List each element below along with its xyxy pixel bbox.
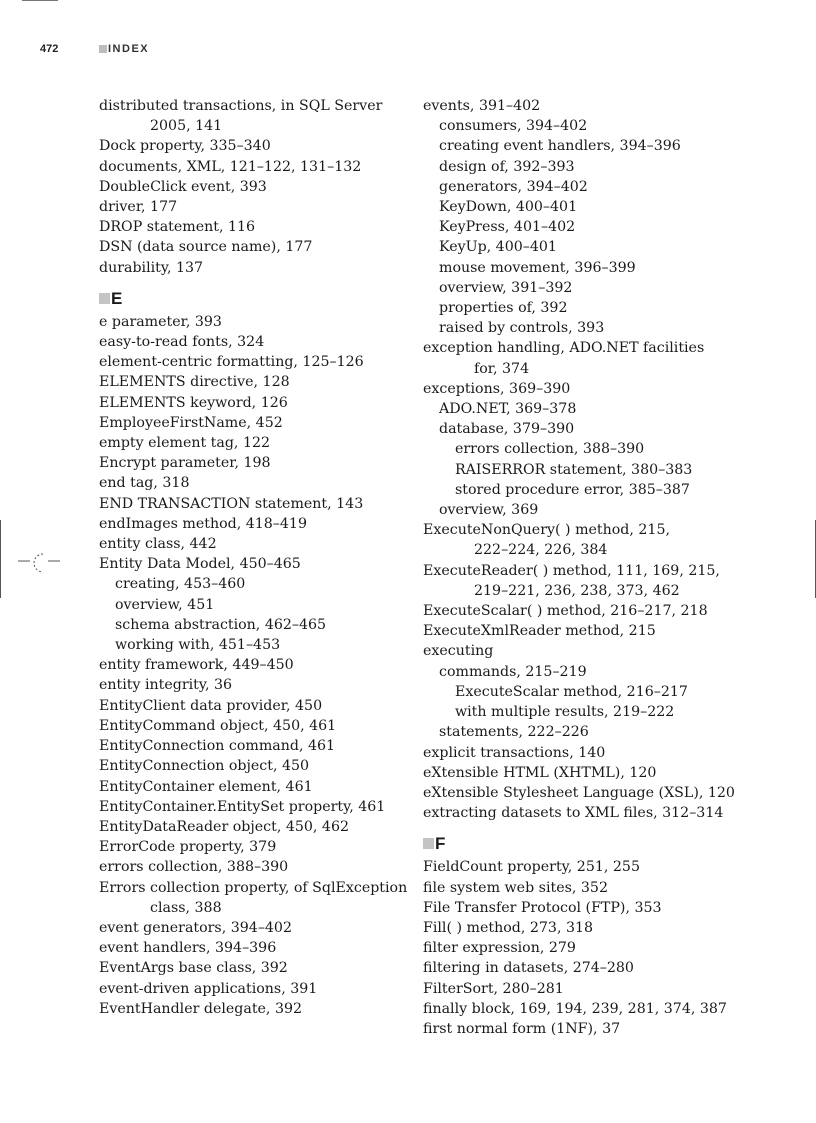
- index-entry: mouse movement, 396–399: [439, 259, 636, 276]
- index-entry: easy-to-read fonts, 324: [99, 334, 265, 351]
- index-entry: generators, 394–402: [439, 178, 588, 195]
- index-entry: entity integrity, 36: [99, 677, 233, 694]
- index-entry: properties of, 392: [439, 300, 568, 317]
- letter-heading: [423, 833, 783, 855]
- index-entry: ExecuteReader( ) method, 111, 169, 215,: [423, 562, 720, 579]
- index-entry: raised by controls, 393: [439, 320, 605, 337]
- index-entry: ELEMENTS keyword, 126: [99, 394, 288, 411]
- top-rule: [22, 0, 58, 1]
- index-entry: event generators, 394–402: [99, 919, 292, 936]
- index-entry: event-driven applications, 391: [99, 980, 318, 997]
- index-entry: endImages method, 418–419: [99, 515, 307, 532]
- index-entry: distributed transactions, in SQL Server: [99, 98, 383, 114]
- index-entry: EventArgs base class, 392: [99, 960, 288, 977]
- index-entry: events, 391–402: [423, 98, 541, 114]
- index-entry: finally block, 169, 194, 239, 281, 374, 387: [423, 1000, 727, 1017]
- index-entry: EntityDataReader object, 450, 462: [99, 818, 350, 835]
- index-entry: Entity Data Model, 450–465: [99, 556, 301, 573]
- index-entry: EmployeeFirstName, 452: [99, 414, 283, 431]
- index-entry: overview, 391–392: [439, 279, 573, 296]
- letter-heading: [99, 288, 429, 310]
- running-header: INDEX: [108, 43, 150, 55]
- index-entry: commands, 215–219: [439, 663, 587, 680]
- index-entry: with multiple results, 219–222: [455, 704, 675, 721]
- registration-mark: [18, 550, 60, 580]
- index-entry: END TRANSACTION statement, 143: [99, 495, 364, 512]
- index-entry-continuation: 222–224, 226, 384: [474, 542, 608, 559]
- index-entry: ExecuteScalar( ) method, 216–217, 218: [423, 603, 708, 620]
- index-entry: working with, 451–453: [115, 637, 281, 654]
- index-entry: entity class, 442: [99, 536, 217, 553]
- index-entry: e parameter, 393: [99, 313, 222, 330]
- index-entry: FilterSort, 280–281: [423, 980, 564, 997]
- index-entry: driver, 177: [99, 199, 178, 216]
- index-entry: EntityContainer.EntitySet property, 461: [99, 798, 386, 815]
- index-entry-continuation: 219–221, 236, 238, 373, 462: [474, 582, 680, 599]
- index-entry: ELEMENTS directive, 128: [99, 374, 290, 391]
- trim-mark-left: [0, 520, 1, 598]
- index-entry: eXtensible HTML (XHTML), 120: [423, 764, 657, 781]
- index-entry: KeyDown, 400–401: [439, 199, 578, 216]
- letter-heading-text: F: [435, 834, 446, 854]
- index-entry: errors collection, 388–390: [99, 859, 289, 876]
- index-entry: KeyPress, 401–402: [439, 219, 576, 236]
- index-entry: Fill( ) method, 273, 318: [423, 919, 594, 936]
- index-entry: KeyUp, 400–401: [439, 239, 557, 256]
- index-entry: ErrorCode property, 379: [99, 839, 277, 856]
- index-entry: element-centric formatting, 125–126: [99, 354, 364, 371]
- index-entry: filtering in datasets, 274–280: [423, 960, 634, 977]
- index-entry: empty element tag, 122: [99, 435, 271, 452]
- index-entry: creating event handlers, 394–396: [439, 138, 681, 155]
- index-entry: filter expression, 279: [423, 940, 576, 957]
- index-entry: Errors collection property, of SqlException: [99, 879, 408, 896]
- index-entry: stored procedure error, 385–387: [455, 481, 690, 498]
- index-entry: file system web sites, 352: [423, 879, 608, 896]
- index-entry: errors collection, 388–390: [455, 441, 645, 458]
- index-entry: DROP statement, 116: [99, 219, 256, 236]
- index-entry: explicit transactions, 140: [423, 744, 606, 761]
- index-entry: Dock property, 335–340: [99, 138, 271, 155]
- letter-heading-text: E: [111, 288, 123, 308]
- index-entry: database, 379–390: [439, 421, 575, 438]
- index-column-left: [99, 96, 429, 1019]
- index-entry: DoubleClick event, 393: [99, 178, 267, 195]
- index-entry: ExecuteXmlReader method, 215: [423, 623, 656, 640]
- index-entry: ExecuteScalar method, 216–217: [455, 683, 688, 700]
- index-entry: EntityConnection object, 450: [99, 758, 310, 775]
- heading-marker: [99, 293, 110, 304]
- index-entry: ExecuteNonQuery( ) method, 215,: [423, 522, 670, 539]
- index-entry: design of, 392–393: [439, 158, 575, 175]
- section-marker: [99, 45, 107, 53]
- index-entry: documents, XML, 121–122, 131–132: [99, 158, 362, 175]
- index-entry: creating, 453–460: [115, 576, 246, 593]
- index-entry-continuation: class, 388: [150, 899, 222, 916]
- index-entry-continuation: 2005, 141: [150, 118, 223, 135]
- index-entry: eXtensible Stylesheet Language (XSL), 120: [423, 784, 735, 801]
- index-entry: EventHandler delegate, 392: [99, 1000, 303, 1017]
- index-entry: EntityCommand object, 450, 461: [99, 717, 337, 734]
- index-entry: end tag, 318: [99, 475, 190, 492]
- heading-marker: [423, 838, 434, 849]
- index-entry: exceptions, 369–390: [423, 380, 571, 397]
- index-entry: consumers, 394–402: [439, 118, 588, 135]
- index-entry: File Transfer Protocol (FTP), 353: [423, 899, 662, 916]
- index-entry: EntityConnection command, 461: [99, 738, 336, 755]
- index-entry: schema abstraction, 462–465: [115, 616, 327, 633]
- index-column-right: [423, 96, 783, 1039]
- index-entry: EntityClient data provider, 450: [99, 697, 323, 714]
- index-entry: overview, 451: [115, 596, 215, 613]
- index-entry: overview, 369: [439, 502, 539, 519]
- index-entry: entity framework, 449–450: [99, 657, 294, 674]
- index-entry: executing: [423, 643, 494, 660]
- index-entry: statements, 222–226: [439, 724, 589, 741]
- index-entry: EntityContainer element, 461: [99, 778, 313, 795]
- index-entry: ADO.NET, 369–378: [439, 401, 577, 418]
- index-entry-continuation: for, 374: [474, 360, 530, 377]
- index-entry: exception handling, ADO.NET facilities: [423, 340, 705, 357]
- index-entry: Encrypt parameter, 198: [99, 455, 271, 472]
- index-entry: durability, 137: [99, 259, 204, 276]
- index-entry: event handlers, 394–396: [99, 940, 277, 957]
- page-number: 472: [40, 43, 59, 55]
- index-entry: DSN (data source name), 177: [99, 239, 313, 256]
- index-entry: first normal form (1NF), 37: [423, 1020, 621, 1037]
- index-entry: RAISERROR statement, 380–383: [455, 461, 693, 478]
- index-entry: FieldCount property, 251, 255: [423, 859, 640, 876]
- index-entry: extracting datasets to XML files, 312–314: [423, 805, 724, 822]
